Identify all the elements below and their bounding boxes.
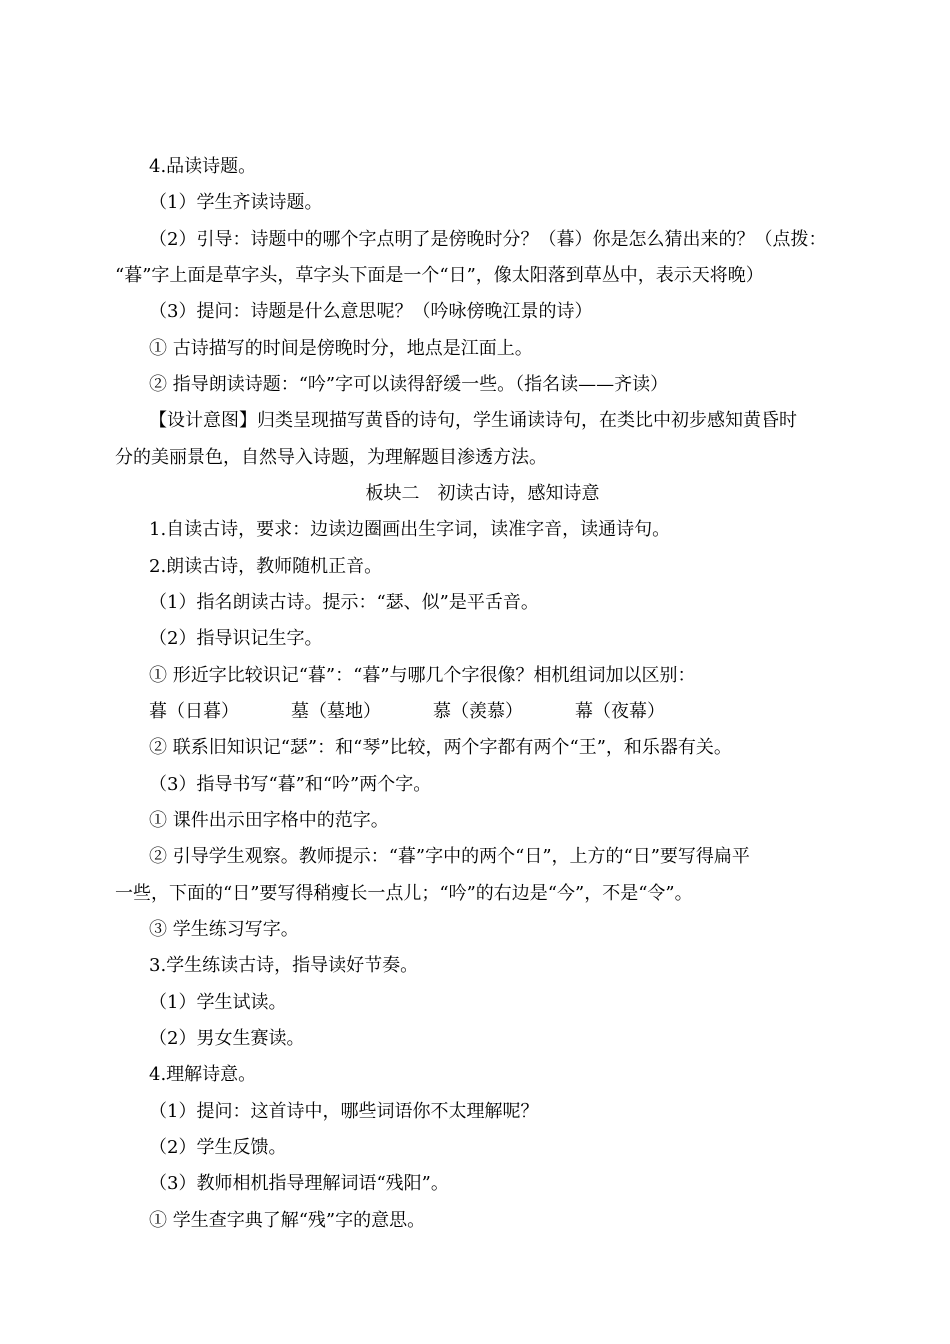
word-group: 幕（夜幕） [575,701,665,722]
word-group: 暮（日暮） [149,701,239,722]
text-line: ③ 学生练习写字。 [149,919,299,940]
text-line: （3）教师相机指导理解词语“残阳”。 [149,1173,449,1194]
text-line: 3.学生练读古诗，指导读好节奏。 [149,955,419,976]
text-line: ② 联系旧知识记“瑟”：和“琴”比较，两个字都有两个“王”，和乐器有关。 [149,737,732,758]
design-intent-line: 【设计意图】归类呈现描写黄昏的诗句，学生诵读诗句，在类比中初步感知黄昏时 [149,410,797,431]
text-line: （1）指名朗读古诗。提示：“瑟、似”是平舌音。 [149,592,539,613]
text-line: ① 古诗描写的时间是傍晚时分，地点是江面上。 [149,338,533,359]
text-line: （2）学生反馈。 [149,1137,287,1158]
text-line: （1）提问：这首诗中，哪些词语你不太理解呢？ [149,1101,539,1122]
text-line: ② 引导学生观察。教师提示：“暮”字中的两个“日”，上方的“日”要写得扁平 [149,846,750,867]
text-line: 1.自读古诗，要求：边读边圈画出生字词，读准字音，读通诗句。 [149,519,671,540]
word-group: 墓（墓地） [291,701,381,722]
text-line: “暮”字上面是草字头，草字头下面是一个“日”，像太阳落到草丛中，表示天将晚） [115,265,764,286]
text-line: （2）男女生赛读。 [149,1028,305,1049]
text-line: （1）学生齐读诗题。 [149,192,323,213]
text-line: ② 指导朗读诗题：“吟”字可以读得舒缓一些。（指名读——齐读） [149,374,669,395]
text-line: （2）引导：诗题中的哪个字点明了是傍晚时分？（暮）你是怎么猜出来的？（点拨： [149,229,827,250]
text-line: ① 学生查字典了解“残”字的意思。 [149,1210,426,1231]
text-line: 一些，下面的“日”要写得稍瘦长一点儿；“吟”的右边是“今”，不是“令”。 [115,883,693,904]
text-line: （1）学生试读。 [149,992,287,1013]
text-line: ① 课件出示田字格中的范字。 [149,810,389,831]
text-line: 分的美丽景色，自然导入诗题，为理解题目渗透方法。 [115,447,547,468]
text-line: （3）指导书写“暮”和“吟”两个字。 [149,774,432,795]
word-group-row [115,700,850,724]
text-line: ① 形近字比较识记“暮”：“暮”与哪几个字很像？相机组词加以区别： [149,665,696,686]
section-heading: 板块二 初读古诗，感知诗意 [365,483,600,504]
text-line: （2）指导识记生字。 [149,628,323,649]
word-group: 慕（羡慕） [433,701,523,722]
text-line: （3）提问：诗题是什么意思呢？（吟咏傍晚江景的诗） [149,301,593,322]
text-line: 4.品读诗题。 [149,156,257,177]
text-line: 2.朗读古诗，教师随机正音。 [149,556,383,577]
text-line: 4.理解诗意。 [149,1064,257,1085]
